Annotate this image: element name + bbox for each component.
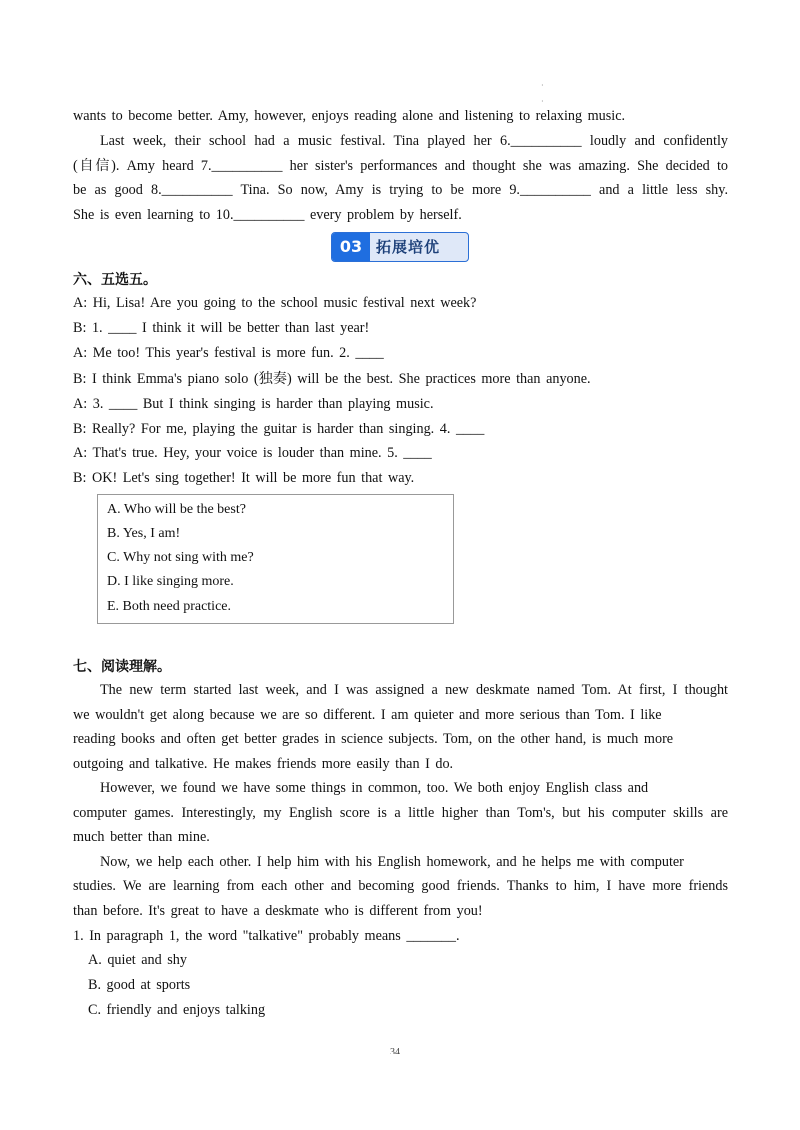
dialogue-line: B: Really? For me, playing the guitar is harder than singing. 4. ____ bbox=[73, 421, 485, 437]
answer-choice: A. quiet and shy bbox=[88, 952, 187, 968]
paragraph-line: be as good 8.__________ Tina. So now, Amy is trying to be more 9.__________ and a little less shy. bbox=[73, 182, 728, 198]
dialogue-line: B: I think Emma's piano solo (独奏) will be the best. She practices more than anyone. bbox=[73, 371, 591, 387]
dialogue-line: A: 3. ____ But I think singing is harder than playing music. bbox=[73, 396, 434, 412]
option-item: E. Both need practice. bbox=[107, 599, 232, 614]
passage-line: Now, we help each other. I help him with his English homework, and he helps me with computer bbox=[100, 854, 684, 870]
passage-line: However, we found we have some things in common, too. We both enjoy English class and bbox=[100, 780, 649, 796]
question-stem: 1. In paragraph 1, the word "talkative" probably means _______. bbox=[73, 928, 460, 944]
page-number: 34 bbox=[390, 1048, 400, 1054]
paragraph-line: Last week, their school had a music festival. Tina played her 6.__________ loudly and confidently bbox=[100, 133, 728, 149]
dialogue-line: B: OK! Let's sing together! It will be more fun that way. bbox=[73, 470, 415, 486]
banner-title: 拓展培优 bbox=[376, 238, 441, 256]
dialogue-line: A: Hi, Lisa! Are you going to the school music festival next week? bbox=[73, 295, 477, 311]
banner-number: 03 bbox=[332, 233, 370, 261]
section-banner bbox=[331, 232, 469, 262]
passage-line: computer games. Interestingly, my English score is a little higher than Tom's, but his computer skills are bbox=[73, 805, 728, 821]
section-six-heading: 六、五选五。 bbox=[73, 272, 157, 288]
option-item: B. Yes, I am! bbox=[107, 526, 181, 541]
scan-dots: · · bbox=[541, 81, 544, 106]
dialogue-line: A: That's true. Hey, your voice is louder than mine. 5. ____ bbox=[73, 445, 432, 461]
paragraph-line: wants to become better. Amy, however, enjoys reading alone and listening to relaxing music. bbox=[73, 108, 626, 124]
passage-line: much better than mine. bbox=[73, 829, 210, 845]
paragraph-line: (自信). Amy heard 7.__________ her sister's performances and thought she was amazing. She decided to bbox=[73, 158, 728, 174]
option-item: D. I like singing more. bbox=[107, 574, 234, 589]
options-box bbox=[97, 494, 454, 624]
passage-line: reading books and often get better grades in science subjects. Tom, on the other hand, is much more bbox=[73, 731, 674, 747]
option-item: C. Why not sing with me? bbox=[107, 550, 254, 565]
passage-line: The new term started last week, and I was assigned a new deskmate named Tom. At first, I thought bbox=[100, 682, 728, 698]
dialogue-line: A: Me too! This year's festival is more fun. 2. ____ bbox=[73, 345, 384, 361]
passage-line: outgoing and talkative. He makes friends more easily than I do. bbox=[73, 756, 454, 772]
answer-choice: C. friendly and enjoys talking bbox=[88, 1002, 266, 1018]
option-item: A. Who will be the best? bbox=[107, 502, 246, 517]
passage-line: studies. We are learning from each other and becoming good friends. Thanks to him, I have more friends bbox=[73, 878, 728, 894]
dialogue-line: B: 1. ____ I think it will be better than last year! bbox=[73, 320, 370, 336]
paragraph-line: She is even learning to 10.__________ every problem by herself. bbox=[73, 207, 462, 223]
passage-line: than before. It's great to have a deskmate who is different from you! bbox=[73, 903, 483, 919]
passage-line: we wouldn't get along because we are so different. I am quieter and more serious than Tom. I like bbox=[73, 707, 662, 723]
answer-choice: B. good at sports bbox=[88, 977, 191, 993]
section-seven-heading: 七、阅读理解。 bbox=[73, 659, 171, 675]
